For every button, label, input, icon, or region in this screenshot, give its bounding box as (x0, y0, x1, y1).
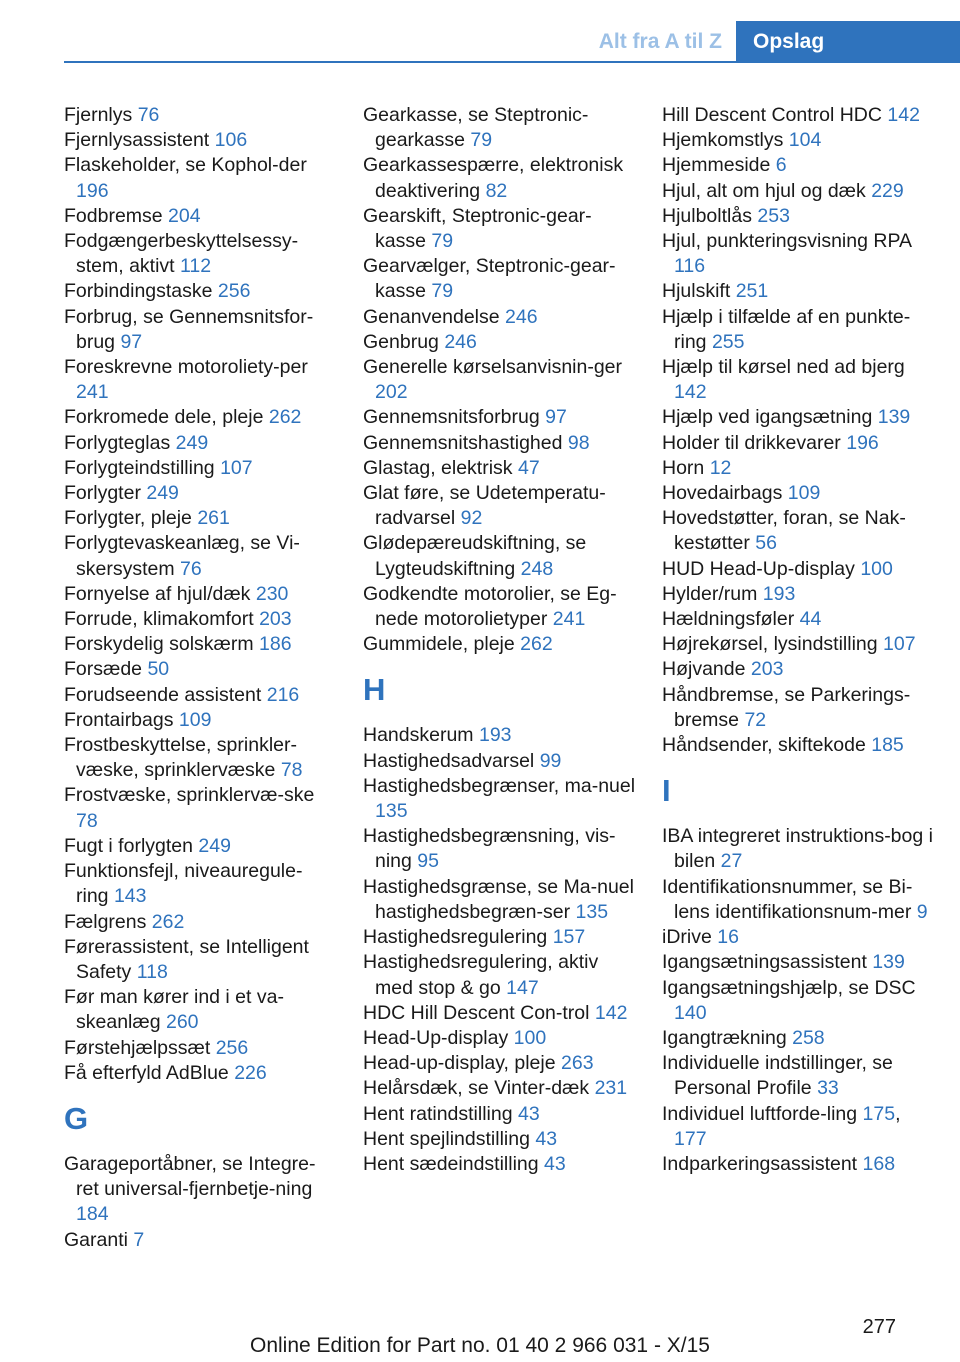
index-term: HUD Head-Up-display (662, 557, 855, 580)
index-term: Fælgrens (64, 910, 147, 933)
index-term: Igangsætningshjælp, se DSC (662, 976, 916, 999)
page-reference-link[interactable]: 185 (871, 734, 904, 757)
index-entry (64, 153, 334, 203)
index-term: Fugt i forlygten (64, 834, 193, 857)
index-entry (662, 405, 937, 430)
index-term: Hent sædeindstilling (363, 1152, 539, 1175)
index-entry (64, 859, 334, 909)
page-reference-link[interactable]: 112 (180, 255, 212, 278)
page-reference-link[interactable]: 139 (877, 406, 911, 429)
index-entry (363, 355, 638, 405)
index-entry (662, 582, 937, 607)
index-term: Hent spejlindstilling (363, 1127, 530, 1150)
index-term: Identifikationsnummer, se Bi‐lens identifikationsnum‐mer (662, 875, 913, 923)
footer-edition: Online Edition for Part no. 01 40 2 966 031 - X/15 (250, 1334, 710, 1357)
index-entry (662, 128, 937, 153)
page-reference-link[interactable]: 203 (259, 608, 292, 631)
header-section-title: Alt fra A til Z (598, 30, 722, 53)
page-reference-link[interactable]: 168 (862, 1152, 896, 1175)
index-term: Hastighedsregulering, aktiv med stop & go (363, 951, 599, 999)
index-term: Få efterfyld AdBlue (64, 1061, 229, 1084)
index-entry (64, 985, 334, 1035)
index-term: Fornyelse af hjul/dæk (64, 582, 251, 605)
index-entry (662, 632, 937, 657)
index-term: Forudseende assistent (64, 683, 262, 706)
page-reference-link[interactable]: 78 (280, 759, 303, 782)
index-entry (363, 582, 638, 632)
index-entry (64, 204, 334, 229)
index-entry (64, 305, 334, 355)
page-header (0, 0, 960, 64)
index-entry (64, 103, 334, 128)
index-term: Hastighedsbegrænser, ma‐nuel (363, 774, 636, 797)
index-entry (64, 506, 334, 531)
index-term: Hovedairbags (662, 482, 783, 505)
index-entry (363, 723, 638, 748)
index-entry (64, 632, 334, 657)
index-term: Hjulskift (662, 280, 731, 303)
index-entry (363, 204, 638, 254)
page-reference-link[interactable]: 203 (750, 658, 784, 681)
index-entry (64, 935, 334, 985)
index-term: Hjulboltlås (662, 204, 752, 227)
index-term: Gearvælger, Steptronic-gear‐kasse (363, 255, 616, 303)
index-term: Fodbremse (64, 204, 163, 227)
index-term: Hastighedsbegrænsning, vis‐ning (363, 825, 616, 873)
index-entry (662, 683, 937, 733)
page-reference-link[interactable]: 204 (168, 204, 201, 227)
index-entry (662, 925, 937, 950)
page-reference-link[interactable]: 177 (674, 1127, 707, 1150)
page-reference-link[interactable]: 98 (567, 431, 590, 454)
page-reference-link[interactable]: 100 (513, 1026, 547, 1049)
index-term: Gearkassespærre, elektronisk deaktivering (363, 154, 624, 202)
index-term: Fjernlysassistent (64, 129, 210, 152)
index-term: Hastighedsadvarsel (363, 749, 535, 772)
index-term: Hjælp i tilfælde af en punkte‐ring (662, 305, 911, 353)
page-reference-link[interactable]: 261 (197, 507, 230, 530)
page-reference-link[interactable]: 107 (220, 456, 253, 479)
index-term: Hent ratindstilling (363, 1102, 513, 1125)
page-reference-link[interactable]: 9 (916, 900, 928, 923)
page-reference-link[interactable]: 184 (76, 1203, 109, 1226)
index-term: Individuelle indstillinger, se Personal Profile (662, 1052, 893, 1100)
index-term: Indparkeringsassistent (662, 1152, 858, 1175)
page-reference-link[interactable]: 118 (136, 960, 168, 983)
page-reference-link[interactable]: 7 (133, 1228, 145, 1251)
index-term: Højvande (662, 658, 746, 681)
page-reference-link[interactable]: 97 (545, 406, 567, 429)
page-reference-link[interactable]: 95 (417, 850, 439, 873)
page-reference-link[interactable]: 16 (717, 926, 739, 949)
index-entry (363, 1127, 638, 1152)
index-entry (64, 1228, 334, 1253)
index-term: Før man kører ind i et va‐skeanlæg (64, 986, 284, 1034)
index-entry (64, 708, 334, 733)
page-reference-link[interactable]: 193 (762, 582, 796, 605)
page-reference-link[interactable]: 76 (180, 557, 202, 580)
index-entry (363, 405, 638, 430)
index-entry (64, 128, 334, 153)
index-term: Holder til drikkevarer (662, 431, 841, 454)
index-term: Hastighedsgrænse, se Ma‐nuel hastighedsbegræn‐ser (363, 875, 634, 923)
index-entry (64, 834, 334, 859)
section-letter: G (64, 1100, 89, 1136)
index-entry (64, 481, 334, 506)
page-reference-link[interactable]: 262 (520, 633, 553, 656)
index-term: Håndbremse, se Parkerings‐bremse (662, 683, 911, 731)
index-entry (363, 875, 638, 925)
index-entry (662, 1026, 937, 1051)
index-entry (64, 783, 334, 833)
index-entry (64, 683, 334, 708)
page-reference-link[interactable]: 241 (76, 381, 109, 404)
page-reference-link[interactable]: 241 (552, 608, 586, 631)
index-term: Forbrug, se Gennemsnitsfor‐brug (64, 305, 314, 353)
index-term: Gennemsnitshastighed (363, 431, 563, 454)
page-reference-link[interactable]: 109 (178, 708, 212, 731)
index-entry (662, 733, 937, 758)
index-entry (662, 481, 937, 506)
page-reference-link[interactable]: 140 (674, 1001, 707, 1024)
index-term: Genanvendelse (363, 305, 500, 328)
page-reference-link[interactable]: 229 (871, 179, 904, 202)
index-term: Hovedstøtter, foran, se Nak‐kestøtter (662, 507, 906, 555)
index-term: Førstehjælpssæt (64, 1036, 211, 1059)
index-term: Hældningsføler (662, 608, 795, 631)
index-term: Forrude, klimakomfort (64, 608, 254, 631)
page-reference-link[interactable]: 262 (268, 406, 302, 429)
page-reference-link[interactable]: 116 (674, 255, 706, 278)
index-term: Hjemmeside (662, 154, 771, 177)
index-term: Hastighedsregulering (363, 926, 548, 949)
page-reference-link[interactable]: 193 (478, 724, 512, 747)
index-entry (662, 607, 937, 632)
section-letter: H (363, 672, 386, 708)
index-entry (363, 481, 638, 531)
index-term: Fjernlys (64, 104, 133, 126)
section-letter: I (662, 773, 671, 809)
index-entry (64, 405, 334, 430)
index-entry (64, 279, 334, 304)
index-term: Forlygter, pleje (64, 507, 192, 530)
index-term: Håndsender, skiftekode (662, 734, 866, 757)
index-entry (64, 910, 334, 935)
page-reference-link[interactable]: 50 (147, 658, 170, 681)
index-entry (64, 1036, 334, 1061)
page-reference-link[interactable]: 43 (518, 1102, 540, 1125)
index-entry (363, 330, 638, 355)
page-reference-link[interactable]: 27 (720, 850, 743, 873)
index-term: Igangtrækning (662, 1026, 787, 1049)
page-reference-link[interactable]: 249 (175, 431, 209, 454)
page-reference-link[interactable]: 248 (520, 557, 554, 580)
page-reference-link[interactable]: 249 (198, 834, 231, 857)
page-reference-link[interactable]: 175 (862, 1102, 896, 1125)
page-reference-link[interactable]: 33 (817, 1077, 839, 1100)
page-reference-link[interactable]: 44 (799, 608, 822, 631)
index-entry (64, 229, 334, 279)
index-entry (363, 431, 638, 456)
index-term: Forkromede dele, pleje (64, 406, 264, 429)
page-reference-link[interactable]: 107 (883, 633, 916, 656)
page-reference-link[interactable]: 260 (165, 1011, 199, 1034)
index-term: Forlygter (64, 482, 141, 505)
index-column-3 (662, 103, 937, 1177)
index-term: Frostvæske, sprinklervæ‐ske (64, 784, 315, 807)
index-term: Hill Descent Control HDC (662, 104, 882, 126)
index-entry (363, 1026, 638, 1051)
header-tab: Opslag (736, 21, 960, 63)
page-reference-link[interactable]: 157 (552, 926, 586, 949)
index-term: Gearkasse, se Steptronic-gearkasse (363, 104, 589, 152)
page-reference-link[interactable]: 139 (872, 951, 905, 974)
index-entry (363, 456, 638, 481)
index-entry (662, 1152, 937, 1177)
index-column-1 (64, 103, 334, 1253)
page-reference-link[interactable]: 72 (744, 708, 767, 731)
page-reference-link[interactable]: 106 (214, 129, 248, 152)
index-term: Glastag, elektrisk (363, 456, 513, 479)
index-entry (662, 355, 937, 405)
index-entry (662, 103, 937, 128)
index-term: Forskydelig solskærm (64, 633, 254, 656)
index-entry (363, 1051, 638, 1076)
index-term: Gummidele, pleje (363, 633, 515, 656)
index-entry (64, 582, 334, 607)
index-term: Handskerum (363, 724, 474, 747)
index-term: Hjemkomstlys (662, 129, 784, 152)
index-term: Forbindingstaske (64, 280, 213, 303)
index-term: Head-up-display, pleje (363, 1052, 556, 1075)
index-term: Hylder/rum (662, 582, 758, 605)
page-reference-link[interactable]: 256 (215, 1036, 249, 1059)
index-entry (363, 531, 638, 581)
page-reference-link[interactable]: 79 (431, 280, 454, 303)
index-term: Genbrug (363, 330, 439, 353)
index-entry (662, 456, 937, 481)
index-entry (363, 824, 638, 874)
index-term: Helårsdæk, se Vinter‐dæk (363, 1077, 590, 1100)
index-entry (662, 824, 937, 874)
index-entry (64, 355, 334, 405)
index-entry (662, 179, 937, 204)
page-reference-link[interactable]: 147 (506, 976, 539, 999)
index-entry (64, 733, 334, 783)
index-term: Gennemsnitsforbrug (363, 406, 540, 429)
index-entry (64, 657, 334, 682)
index-entry (662, 305, 937, 355)
index-term: Glødepæreudskiftning, se Lygteudskiftning (363, 532, 587, 580)
index-entry (363, 925, 638, 950)
page-number: 277 (862, 1316, 896, 1338)
page-reference-link[interactable]: 186 (259, 633, 292, 656)
page-reference-link[interactable]: 135 (375, 800, 408, 823)
page-reference-link[interactable]: 255 (711, 330, 745, 353)
index-term: Garanti (64, 1228, 128, 1251)
index-term: Hjul, punkteringsvisning RPA (662, 230, 911, 253)
page-reference-link[interactable]: 142 (887, 104, 920, 126)
index-entry (363, 632, 638, 657)
index-entry (662, 229, 937, 279)
page-reference-link[interactable]: 202 (375, 381, 408, 404)
page-reference-link[interactable]: 100 (860, 557, 893, 580)
index-term: Generelle kørselsanvisnin‐ger (363, 356, 623, 379)
index-entry (64, 456, 334, 481)
page-reference-link[interactable]: 97 (120, 330, 143, 353)
index-entry (363, 153, 638, 203)
index-entry (64, 531, 334, 581)
index-term: Foreskrevne motoroliety‐per (64, 356, 308, 379)
index-entry (662, 1102, 937, 1152)
index-term: Head-Up-display (363, 1026, 509, 1049)
page-reference-link[interactable]: 99 (539, 749, 562, 772)
page-reference-link[interactable]: 6 (775, 154, 787, 177)
index-entry (64, 607, 334, 632)
page-reference-link[interactable]: 253 (757, 204, 790, 227)
page-reference-link[interactable]: 76 (137, 104, 160, 126)
index-entry (662, 950, 937, 975)
page-reference-link[interactable]: 104 (788, 129, 822, 152)
index-entry (363, 103, 638, 153)
index-entry (662, 279, 937, 304)
index-term: Højrekørsel, lysindstilling (662, 633, 878, 656)
index-term: Forsæde (64, 658, 143, 681)
page-reference-link[interactable]: 262 (151, 910, 185, 933)
index-entry (363, 774, 638, 824)
index-entry (64, 431, 334, 456)
page-reference-link[interactable]: 82 (485, 179, 508, 202)
page-reference-link[interactable]: 258 (792, 1026, 825, 1049)
page-reference-link[interactable]: 231 (594, 1077, 628, 1100)
index-term: Forlygtevaskeanlæg, se Vi‐skersystem (64, 532, 300, 580)
page-reference-link[interactable]: 246 (505, 305, 538, 328)
page-reference-link[interactable]: 43 (535, 1127, 558, 1150)
index-column-2 (363, 103, 638, 1177)
index-term: Garageportåbner, se Integre‐ret universal-fjernbetje‐ning (64, 1152, 316, 1201)
page-reference-link[interactable]: 216 (266, 683, 300, 706)
page-reference-link[interactable]: 109 (787, 482, 821, 505)
index-term: Hjul, alt om hjul og dæk (662, 179, 866, 202)
index-term: iDrive (662, 926, 712, 949)
page-reference-link[interactable]: 251 (735, 280, 769, 303)
page-reference-link[interactable]: 246 (444, 330, 477, 353)
page-reference-link[interactable]: 196 (76, 179, 109, 202)
index-entry (662, 506, 937, 556)
page-reference-link[interactable]: 43 (544, 1152, 566, 1175)
page-reference-link[interactable]: 142 (594, 1001, 628, 1024)
index-term: Gearskift, Steptronic-gear‐kasse (363, 204, 592, 253)
index-term: Funktionsfejl, niveauregule‐ring (64, 860, 303, 908)
index-entry (363, 254, 638, 304)
page-reference-link[interactable]: 92 (460, 507, 483, 530)
index-entry (662, 431, 937, 456)
page-reference-link[interactable]: 230 (255, 582, 289, 605)
page-reference-link[interactable]: 196 (846, 431, 879, 454)
index-entry (363, 1102, 638, 1127)
index-entry (662, 1051, 937, 1101)
index-term: Hjælp ved igangsætning (662, 406, 873, 429)
page-separator: , (895, 1102, 901, 1125)
index-entry (662, 557, 937, 582)
page-reference-link[interactable]: 56 (755, 532, 777, 555)
page-reference-link[interactable]: 142 (674, 381, 707, 404)
index-term: Glat føre, se Udetemperatu‐radvarsel (363, 482, 606, 530)
index-entry (363, 1152, 638, 1177)
index-entry (662, 153, 937, 178)
index-entry (64, 1152, 334, 1228)
page-reference-link[interactable]: 135 (575, 900, 609, 923)
index-entry (662, 976, 937, 1026)
page-reference-link[interactable]: 256 (217, 280, 251, 303)
index-entry (363, 1001, 638, 1026)
index-term: Horn (662, 456, 705, 479)
index-entry (64, 1061, 334, 1086)
index-term: HDC Hill Descent Con‐trol (363, 1001, 590, 1024)
index-entry (662, 657, 937, 682)
index-term: Frontairbags (64, 708, 174, 731)
index-entry (363, 305, 638, 330)
page-reference-link[interactable]: 249 (146, 482, 179, 505)
index-term: Forlygteglas (64, 431, 171, 454)
index-term: Igangsætningsassistent (662, 951, 867, 974)
index-term: IBA integreret instruktions‐bog i bilen (662, 825, 933, 873)
page-reference-link[interactable]: 263 (561, 1052, 594, 1075)
index-entry (363, 1076, 638, 1101)
index-term: Flaskeholder, se Kophol‐der (64, 154, 307, 177)
index-term: Individuel luftforde‐ling (662, 1102, 858, 1125)
page-reference-link[interactable]: 143 (113, 885, 147, 908)
page-reference-link[interactable]: 47 (517, 456, 540, 479)
page-reference-link[interactable]: 79 (431, 230, 454, 253)
index-term: Førerassistent, se Intelligent Safety (64, 935, 309, 983)
page-reference-link[interactable]: 12 (709, 456, 732, 479)
page-reference-link[interactable]: 78 (76, 809, 98, 832)
index-entry (363, 749, 638, 774)
index-term: Hjælp til kørsel ned ad bjerg (662, 356, 905, 379)
index-entry (662, 204, 937, 229)
index-term: Forlygteindstilling (64, 456, 215, 479)
index-term: Fodgængerbeskyttelsessy‐stem, aktivt (64, 230, 299, 278)
index-term: Godkendte motorolier, se Eg‐nede motorolietyper (363, 582, 617, 631)
page-reference-link[interactable]: 79 (470, 129, 493, 152)
index-entry (363, 950, 638, 1000)
page-reference-link[interactable]: 226 (234, 1061, 267, 1084)
index-entry (662, 875, 937, 925)
index-term: Frostbeskyttelse, sprinkler‐væske, sprinklervæske (64, 734, 297, 782)
